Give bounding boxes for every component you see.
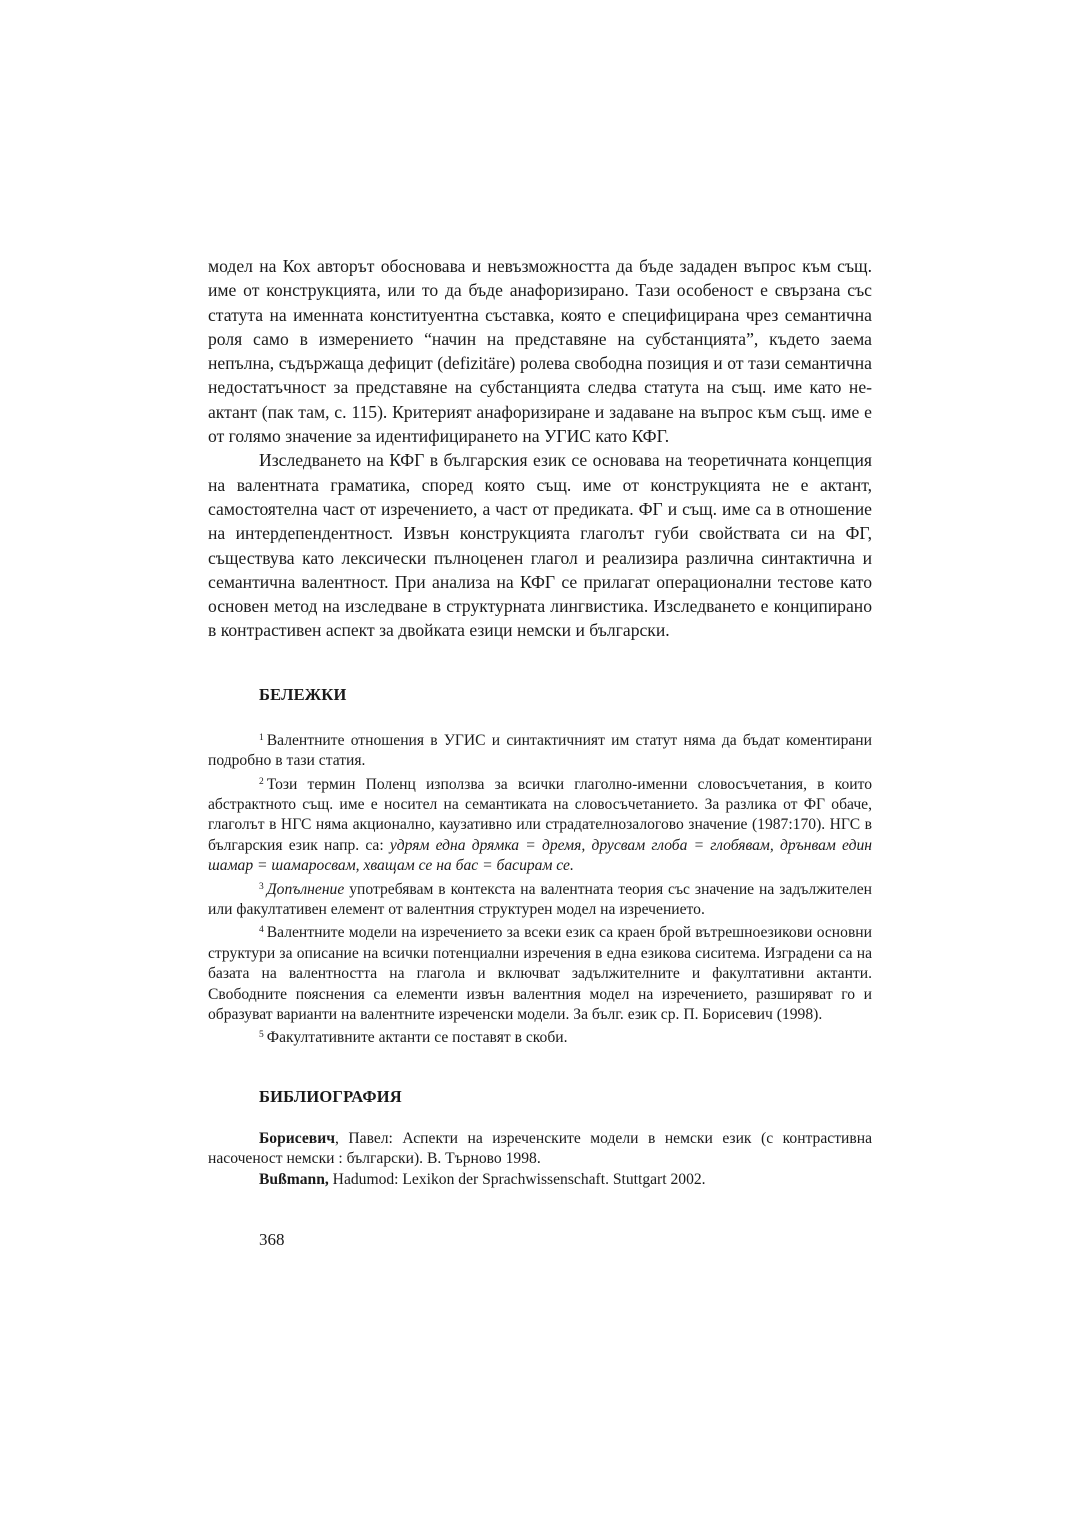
note-text: Валентните отношения в УГИС и синтактичният им статут няма да бъдат коментирани подробно в тази статия. bbox=[208, 731, 872, 770]
entry-author: Bußmann, bbox=[259, 1170, 329, 1188]
bibliography-heading: БИБЛИОГРАФИЯ bbox=[259, 1086, 402, 1106]
note-3 bbox=[208, 877, 872, 921]
note-examples: удрям една дрямка = дремя, друсвам глоба = глобявам, дрънвам един шамар = шамаросвам, хващам се на бас = басирам се. bbox=[208, 836, 872, 875]
note-text: Този термин Поленц използва за всички глаголно-именни словосъчетания, в които абстрактното същ. име е носител на семантиката на словосъчетанието. За разлика от ФГ обаче, глаголът в НГС няма акционално, каузативно или страдателнозалогово значение (1987:170). НГС в българския език напр. са: bbox=[208, 775, 872, 854]
body-text bbox=[208, 254, 872, 643]
note-text: Факултативните актанти се поставят в скоби. bbox=[266, 1029, 568, 1047]
notes-list bbox=[208, 728, 872, 1049]
note-1 bbox=[208, 728, 872, 772]
note-term: Допълнение bbox=[266, 880, 345, 898]
entry-text: , Павел: Аспекти на изреченските модели в немски език (с контрастивна насоченост немски : български). В. Търново 1998. bbox=[208, 1129, 872, 1168]
note-marker: 5 bbox=[259, 1030, 264, 1041]
notes-heading: БЕЛЕЖКИ bbox=[259, 684, 347, 704]
bibliography-entry-1 bbox=[208, 1129, 872, 1170]
entry-author: Борисевич bbox=[259, 1129, 335, 1147]
note-marker: 1 bbox=[259, 732, 264, 743]
note-text: употребявам в контекста на валентната теория със значение на задължителен или факултативен елемент от валентния структурен модел на изречението. bbox=[208, 880, 873, 918]
note-5 bbox=[208, 1025, 872, 1048]
bibliography-entry-2 bbox=[208, 1170, 872, 1190]
paragraph-2: Изследването на КФГ в българския език се основава на теоретичната концепция на валентната граматика, според която същ. име от конструкцията не е актант, самостоятелна част от изречението, а част от предиката. ФГ и същ. име са в отношение на интердепендентност. Извън конструкцията глаголът губи свойствата си на ФГ, съществува като лексически пълноценен глагол и реализира различна синтактична и семантична валентност. При анализа на КФГ се прилагат операционални тестове като основен метод на изследване в структурната лингвистика. Изследването е конципирано в контрастивен аспект за двойката езици немски и български. bbox=[208, 450, 872, 641]
entry-text: Hadumod: Lexikon der Sprachwissenschaft. Stuttgart 2002. bbox=[328, 1170, 706, 1188]
note-marker: 4 bbox=[259, 925, 264, 936]
note-4 bbox=[208, 920, 872, 1025]
bibliography-list bbox=[208, 1129, 872, 1190]
note-marker: 2 bbox=[259, 776, 264, 787]
page-number: 368 bbox=[259, 1230, 285, 1250]
note-marker: 3 bbox=[259, 881, 264, 892]
page bbox=[208, 254, 872, 1250]
paragraph-1: модел на Кох авторът обосновава и невъзможността да бъде зададен въпрос към същ. име от конструкцията, или то да бъде анафоризирано. Тази особеност е свързана със статута на именната конституентна съставка, която е специфицирана чрез семантична роля само в измерението “начин на представяне на субстанцията”, където заема непълна, съдържаща дефицит (defizitäre) ролева свободна позиция и от тази семантична недостатъчност за представяне на субстанцията следва статута на същ. име като не-актант (пак там, с. 115). Критерият анафоризиране и задаване на въпрос към същ. име е от голямо значение за идентифицирането на УГИС като КФГ. bbox=[208, 256, 872, 447]
note-2 bbox=[208, 772, 872, 877]
note-text: Валентните модели на изречението за всеки език са краен брой вътрешноезикови основни структури за описание на всички потенциални изречения в една езикова сиситема. Изградени са на базата на валентността на глагола и включват задължителните и факултативни актанти. Свободните пояснения са елементи извън валентния модел на изречението, разширяват го и образуват варианти на валентните изреченски модели. За бълг. език ср. П. Борисевич (1998). bbox=[208, 924, 872, 1024]
